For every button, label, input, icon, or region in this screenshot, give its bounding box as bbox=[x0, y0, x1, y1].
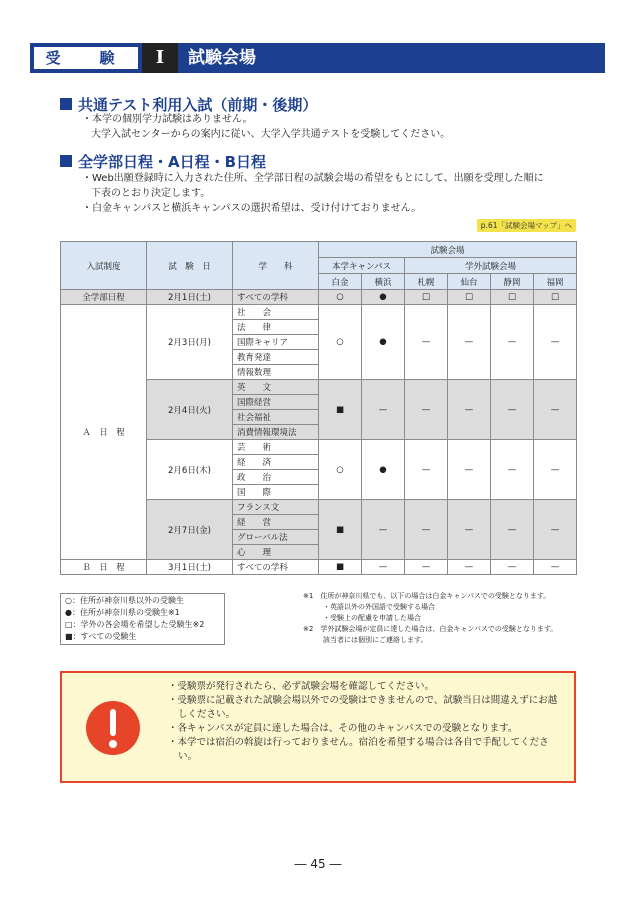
body-line: ・本学の個別学力試験はありません。 bbox=[82, 114, 253, 125]
header-dept: 学 科 bbox=[233, 242, 319, 290]
venue-mark: □ bbox=[448, 290, 491, 305]
section-common-test-body bbox=[82, 112, 450, 142]
warning-item: ・受験票に記載された試験会場以外での受験はできませんので、試験当日は間違えずにお越しください。 bbox=[168, 695, 558, 720]
row-date: 3月1日(土) bbox=[147, 560, 233, 575]
row-subject: 消費情報環境法 bbox=[233, 425, 319, 440]
table-row bbox=[61, 560, 577, 575]
warning-item: ・各キャンパスが定員に達した場合は、その他のキャンパスでの受験となります。 bbox=[168, 723, 518, 734]
row-subject: 国際経営 bbox=[233, 395, 319, 410]
exam-venue-table bbox=[60, 241, 577, 575]
row-date: 2月3日(月) bbox=[147, 305, 233, 380]
section-schedules-body bbox=[82, 171, 544, 216]
square-bullet-icon bbox=[60, 155, 72, 167]
exclamation-dot bbox=[109, 740, 117, 748]
row-date: 2月1日(土) bbox=[147, 290, 233, 305]
warning-list bbox=[168, 680, 564, 764]
footnote-2-item: 該当者には個別にご連絡します。 bbox=[323, 636, 428, 644]
row-subject: フランス文 bbox=[233, 500, 319, 515]
venue-mark: ○ bbox=[319, 305, 362, 380]
venue-mark: ○ bbox=[319, 440, 362, 500]
venue-map-link[interactable]: p.61「試験会場マップ」へ bbox=[477, 219, 576, 232]
exclamation-bar bbox=[110, 709, 116, 736]
table-row bbox=[61, 305, 577, 320]
venue-mark: — bbox=[448, 440, 491, 500]
row-subject: 英 文 bbox=[233, 380, 319, 395]
venue-mark: — bbox=[448, 305, 491, 380]
body-line: 下表のとおり決定します。 bbox=[91, 188, 211, 199]
venue-mark: — bbox=[491, 440, 534, 500]
symbol-legend bbox=[60, 593, 225, 645]
row-subject: 社会福祉 bbox=[233, 410, 319, 425]
legend-item: □：学外の各会場を希望した受験生※2 bbox=[65, 620, 205, 629]
section-schedules bbox=[60, 151, 266, 172]
exclamation-icon bbox=[86, 701, 140, 755]
venue-mark: — bbox=[534, 440, 577, 500]
footnote-1-item: ・受験上の配慮を申請した場合 bbox=[323, 614, 421, 622]
header-shirokane: 白金 bbox=[319, 274, 362, 290]
venue-mark: ■ bbox=[319, 560, 362, 575]
row-subject: 経 営 bbox=[233, 515, 319, 530]
row-subject: 芸 術 bbox=[233, 440, 319, 455]
section-label: 受 験 bbox=[34, 47, 138, 69]
warning-item: ・本学では宿泊の斡旋は行っておりません。宿泊を希望する場合は各自で手配してください。 bbox=[168, 737, 549, 762]
header-fukuoka: 福岡 bbox=[534, 274, 577, 290]
row-subject: 社 会 bbox=[233, 305, 319, 320]
body-line: ・Web出願登録時に入力された住所、全学部日程の試験会場の希望をもとにして、出願を受理した順に bbox=[82, 173, 544, 184]
row-subject: グローバル法 bbox=[233, 530, 319, 545]
header-sendai: 仙台 bbox=[448, 274, 491, 290]
venue-mark: — bbox=[362, 560, 405, 575]
venue-mark: — bbox=[405, 500, 448, 560]
venue-mark: — bbox=[405, 305, 448, 380]
venue-mark: — bbox=[491, 305, 534, 380]
footnote-1-item: ・英語以外の外国語で受験する場合 bbox=[323, 603, 435, 611]
venue-mark: ● bbox=[362, 440, 405, 500]
page-number: ― 45 ― bbox=[294, 857, 342, 871]
section-title: 全学部日程・A日程・B日程 bbox=[78, 153, 267, 171]
legend-item: ■：すべての受験生 bbox=[65, 632, 137, 641]
venue-mark: — bbox=[491, 500, 534, 560]
footnote-1: ※1 住所が神奈川県でも、以下の場合は白金キャンパスでの受験となります。 bbox=[303, 592, 551, 600]
venue-mark: — bbox=[405, 440, 448, 500]
venue-mark: — bbox=[405, 560, 448, 575]
legend-item: ●：住所が神奈川県の受験生※1 bbox=[65, 608, 180, 617]
row-label: Ｂ 日 程 bbox=[61, 560, 147, 575]
chapter-number: I bbox=[142, 43, 178, 73]
venue-mark: — bbox=[448, 380, 491, 440]
row-subject: 経 済 bbox=[233, 455, 319, 470]
venue-mark: ■ bbox=[319, 500, 362, 560]
venue-mark: — bbox=[491, 380, 534, 440]
row-subject: 国際キャリア bbox=[233, 335, 319, 350]
footnote-2: ※2 学外試験会場が定員に達した場合は、白金キャンパスでの受験となります。 bbox=[303, 625, 558, 633]
venue-mark: — bbox=[534, 560, 577, 575]
row-subject: すべての学科 bbox=[233, 290, 319, 305]
page-title: 試験会場 bbox=[188, 48, 256, 68]
header-outside-venues: 学外試験会場 bbox=[405, 258, 577, 274]
header-system: 入試制度 bbox=[61, 242, 147, 290]
header-sapporo: 札幌 bbox=[405, 274, 448, 290]
venue-mark: — bbox=[491, 560, 534, 575]
row-subject: 情報数理 bbox=[233, 365, 319, 380]
row-subject: 政 治 bbox=[233, 470, 319, 485]
venue-mark: — bbox=[405, 380, 448, 440]
venue-mark: — bbox=[448, 560, 491, 575]
row-subject: 法 律 bbox=[233, 320, 319, 335]
venue-mark: □ bbox=[534, 290, 577, 305]
venue-mark: — bbox=[534, 305, 577, 380]
section-title: 共通テスト利用入試（前期・後期） bbox=[78, 96, 318, 114]
venue-mark: — bbox=[362, 380, 405, 440]
row-subject: 教育発達 bbox=[233, 350, 319, 365]
body-line: 大学入試センターからの案内に従い、大学入学共通テストを受験してください。 bbox=[91, 129, 451, 140]
venue-mark: ● bbox=[362, 305, 405, 380]
warning-item: ・受験票が発行されたら、必ず試験会場を確認してください。 bbox=[168, 681, 435, 692]
square-bullet-icon bbox=[60, 98, 72, 110]
warning-box bbox=[60, 671, 576, 783]
header-shizuoka: 静岡 bbox=[491, 274, 534, 290]
venue-mark: — bbox=[362, 500, 405, 560]
venue-mark: ● bbox=[362, 290, 405, 305]
venue-mark: □ bbox=[491, 290, 534, 305]
header-venue: 試験会場 bbox=[319, 242, 577, 258]
row-date: 2月4日(火) bbox=[147, 380, 233, 440]
venue-mark: ○ bbox=[319, 290, 362, 305]
footnotes bbox=[303, 591, 583, 646]
row-subject: すべての学科 bbox=[233, 560, 319, 575]
row-date: 2月6日(木) bbox=[147, 440, 233, 500]
venue-mark: — bbox=[534, 500, 577, 560]
row-subject: 心 理 bbox=[233, 545, 319, 560]
body-line: ・白金キャンパスと横浜キャンパスの選択希望は、受け付けておりません。 bbox=[82, 203, 422, 214]
row-label: 全学部日程 bbox=[61, 290, 147, 305]
venue-mark: □ bbox=[405, 290, 448, 305]
table-row bbox=[61, 290, 577, 305]
venue-mark: ■ bbox=[319, 380, 362, 440]
venue-mark: — bbox=[534, 380, 577, 440]
header-yokohama: 横浜 bbox=[362, 274, 405, 290]
row-subject: 国 際 bbox=[233, 485, 319, 500]
row-label: Ａ 日 程 bbox=[61, 305, 147, 560]
section-header bbox=[30, 43, 605, 73]
header-date: 試 験 日 bbox=[147, 242, 233, 290]
venue-mark: — bbox=[448, 500, 491, 560]
legend-item: ○：住所が神奈川県以外の受験生 bbox=[65, 596, 184, 605]
header-main-campus: 本学キャンパス bbox=[319, 258, 405, 274]
row-date: 2月7日(金) bbox=[147, 500, 233, 560]
